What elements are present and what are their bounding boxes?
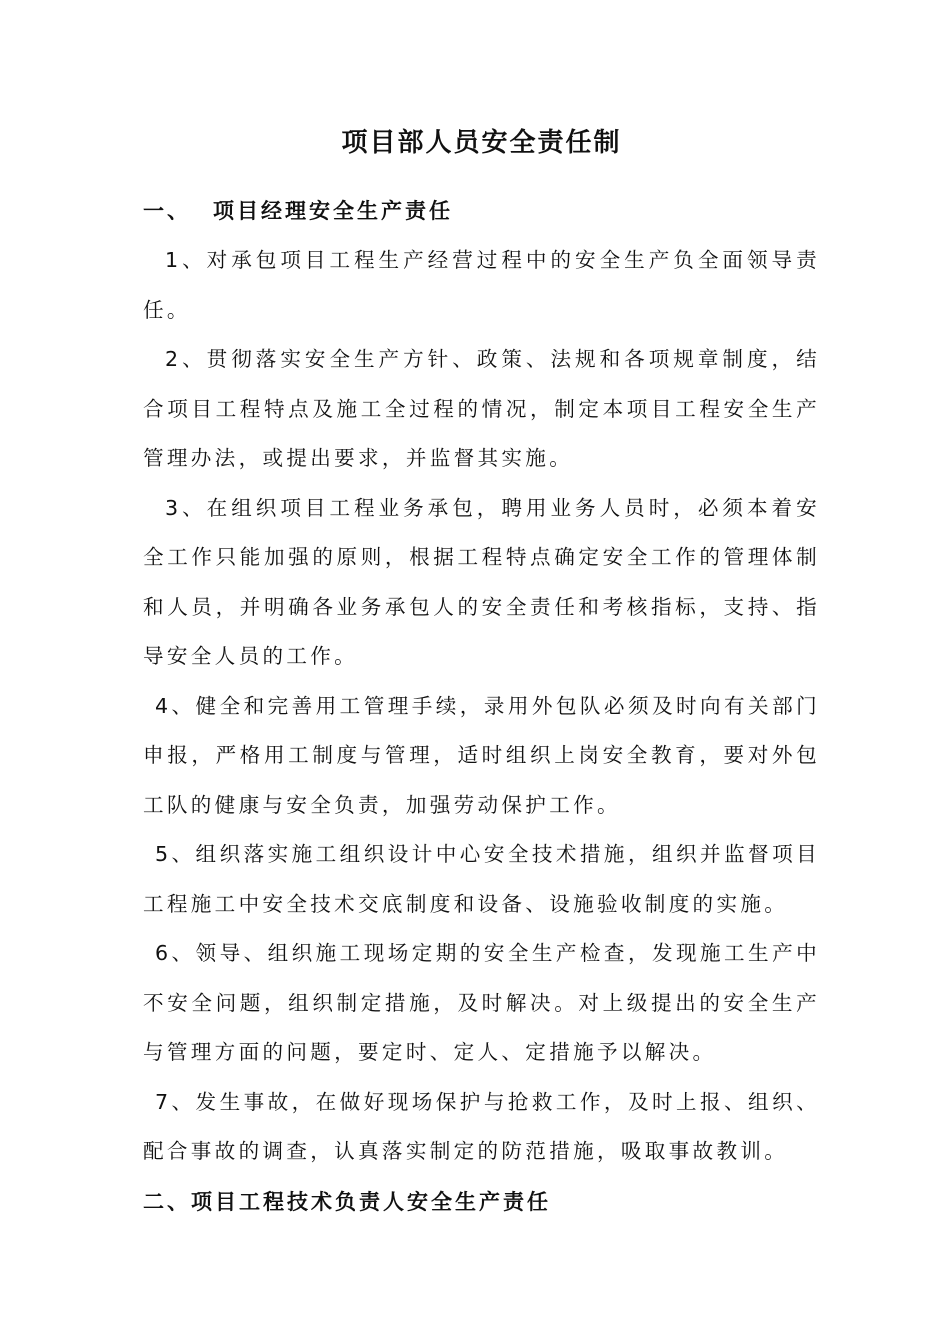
section-heading-1 xyxy=(143,186,820,236)
paragraph-item-7: 7、发生事故，在做好现场保护与抢救工作，及时上报、组织、配合事故的调查，认真落实制定的防范措施，吸取事故教训。 xyxy=(143,1089,820,1163)
section-number: 一、 xyxy=(143,199,191,223)
paragraph-item-5: 5、组织落实施工组织设计中心安全技术措施，组织并监督项目工程施工中安全技术交底制度和设备、设施验收制度的实施。 xyxy=(143,842,820,916)
paragraph-item-6: 6、领导、组织施工现场定期的安全生产检查，发现施工生产中不安全问题，组织制定措施，及时解决。对上级提出的安全生产与管理方面的问题，要定时、定人、定措施予以解决。 xyxy=(143,941,820,1064)
document-title: 项目部人员安全责任制 xyxy=(341,128,622,158)
paragraph-item-2: 2、贯彻落实安全生产方针、政策、法规和各项规章制度，结合项目工程特点及施工全过程的情况，制定本项目工程安全生产管理办法，或提出要求，并监督其实施。 xyxy=(143,347,820,470)
section-heading-2: 二、项目工程技术负责人安全生产责任 xyxy=(143,1189,551,1214)
paragraph-item-1: 1、对承包项目工程生产经营过程中的安全生产负全面领导责任。 xyxy=(143,248,820,322)
paragraph-item-3: 3、在组织项目工程业务承包，聘用业务人员时，必须本着安全工作只能加强的原则，根据工程特点确定安全工作的管理体制和人员，并明确各业务承包人的安全责任和考核指标，支持、指导安全人员的工作。 xyxy=(143,495,820,668)
section-title: 项目经理安全生产责任 xyxy=(213,199,453,223)
paragraph-item-4: 4、健全和完善用工管理手续，录用外包队必须及时向有关部门申报，严格用工制度与管理，适时组织上岗安全教育，要对外包工队的健康与安全负责，加强劳动保护工作。 xyxy=(143,693,820,817)
